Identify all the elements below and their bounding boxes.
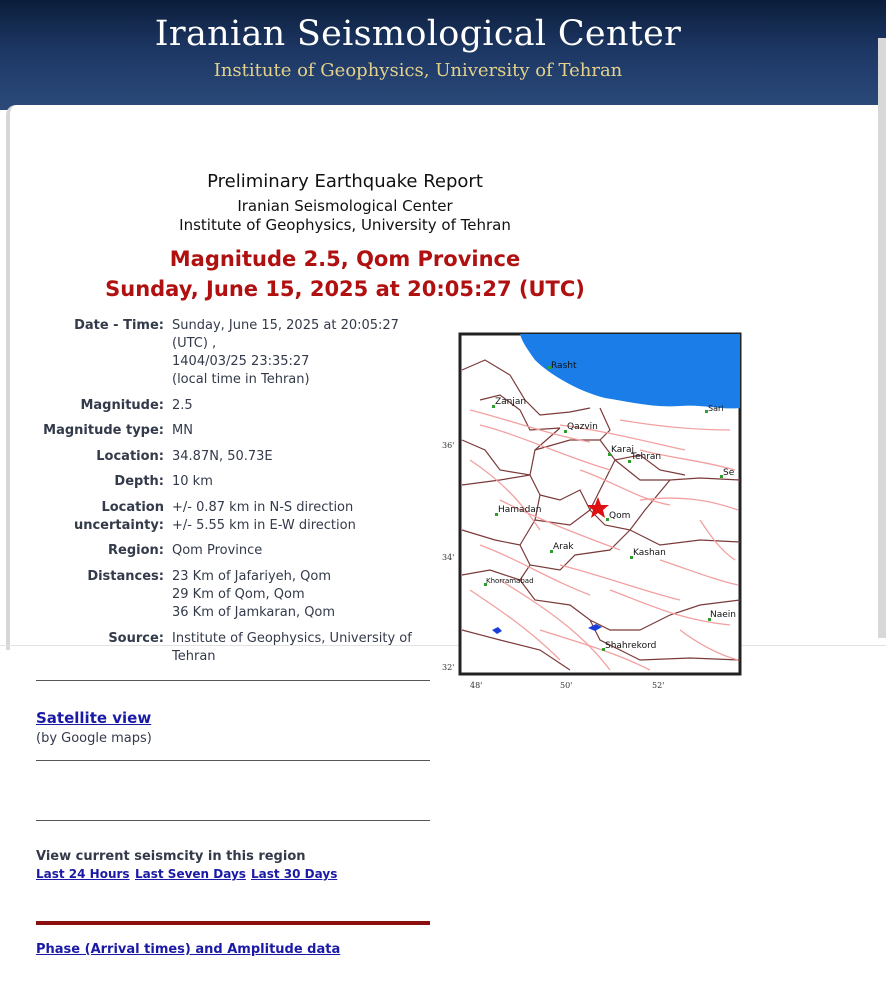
site-subtitle: Institute of Geophysics, University of Tehran <box>213 60 623 81</box>
city-hamadan: Hamadan <box>498 505 542 515</box>
lat-tick-32: 32' <box>442 663 455 672</box>
depth-value: 10 km <box>172 474 213 489</box>
epicenter-map <box>440 330 743 695</box>
date-line-3: 1404/03/25 23:35:27 <box>172 354 310 369</box>
city-khorramabad: Khorramabad <box>486 577 534 585</box>
location-value: 34.87N, 50.73E <box>172 449 273 464</box>
region-value: Qom Province <box>172 543 263 558</box>
scrollbar[interactable] <box>878 38 886 638</box>
divider-1 <box>36 680 430 681</box>
divider-thick <box>36 921 430 925</box>
source-line-1: Institute of Geophysics, University of <box>172 631 412 646</box>
city-semnan: Se <box>723 468 735 478</box>
last-24-hours-link[interactable]: Last 24 Hours <box>36 867 130 881</box>
satellite-view-link[interactable]: Satellite view <box>36 709 152 727</box>
magnitude-label: Magnitude: <box>80 398 164 413</box>
city-tehran: Tehran <box>631 452 662 462</box>
magnitude-value: 2.5 <box>172 398 193 413</box>
uncertainty-label-2: uncertainty: <box>73 518 164 533</box>
seismicity-label: View current seismcity in this region <box>36 849 306 864</box>
uncertainty-label-1: Location <box>101 500 164 515</box>
lat-tick-34: 34' <box>442 553 455 562</box>
magnitude-type-label: Magnitude type: <box>43 423 164 438</box>
city-karaj: Karaj <box>611 445 634 455</box>
date-line-4: (local time in Tehran) <box>172 372 310 387</box>
region-label: Region: <box>108 543 164 558</box>
uncertainty-ns: +/- 0.87 km in N-S direction <box>172 500 354 515</box>
report-center: Iranian Seismological Center <box>237 197 453 215</box>
city-zanjan: Zanjan <box>495 397 527 407</box>
city-qom: Qom <box>609 511 631 521</box>
lon-tick-50: 50' <box>560 681 573 690</box>
city-qazvin: Qazvin <box>567 422 598 432</box>
source-label: Source: <box>108 631 164 646</box>
report-heading: Preliminary Earthquake Report <box>207 171 483 192</box>
divider-2 <box>36 760 430 761</box>
distance-2: 29 Km of Qom, Qom <box>172 587 305 602</box>
city-shahrekord: Shahrekord <box>605 641 657 651</box>
lon-tick-52: 52' <box>652 681 665 690</box>
location-label: Location: <box>96 449 164 464</box>
satellite-view-note: (by Google maps) <box>36 731 152 746</box>
distance-3: 36 Km of Jamkaran, Qom <box>172 605 336 620</box>
distances-label: Distances: <box>87 569 164 584</box>
last-30-days-link[interactable]: Last 30 Days <box>251 867 338 881</box>
uncertainty-ew: +/- 5.55 km in E-W direction <box>172 518 356 533</box>
site-title: Iranian Seismological Center <box>154 14 682 54</box>
headline-magnitude: Magnitude 2.5, Qom Province <box>169 247 521 271</box>
city-rasht: Rasht <box>551 361 577 371</box>
date-time-label: Date - Time: <box>74 318 164 333</box>
date-line-1: Sunday, June 15, 2025 at 20:05:27 <box>172 318 399 333</box>
city-sari: Sari <box>708 404 724 413</box>
magnitude-type-value: MN <box>172 423 193 438</box>
lon-tick-48: 48' <box>470 681 483 690</box>
headline-datetime: Sunday, June 15, 2025 at 20:05:27 (UTC) <box>105 277 585 301</box>
date-line-2: (UTC) , <box>172 336 217 351</box>
phase-amplitude-link[interactable]: Phase (Arrival times) and Amplitude data <box>36 942 341 957</box>
site-banner <box>0 0 886 110</box>
report-institute: Institute of Geophysics, University of Tehran <box>179 216 511 234</box>
source-line-2: Tehran <box>172 649 216 664</box>
distance-1: 23 Km of Jafariyeh, Qom <box>172 569 332 584</box>
divider-3 <box>36 820 430 821</box>
city-naein: Naein <box>710 610 736 620</box>
last-seven-days-link[interactable]: Last Seven Days <box>135 867 246 881</box>
city-kashan: Kashan <box>633 548 666 558</box>
city-arak: Arak <box>553 542 574 552</box>
depth-label: Depth: <box>114 474 164 489</box>
lat-tick-36: 36' <box>442 441 455 450</box>
